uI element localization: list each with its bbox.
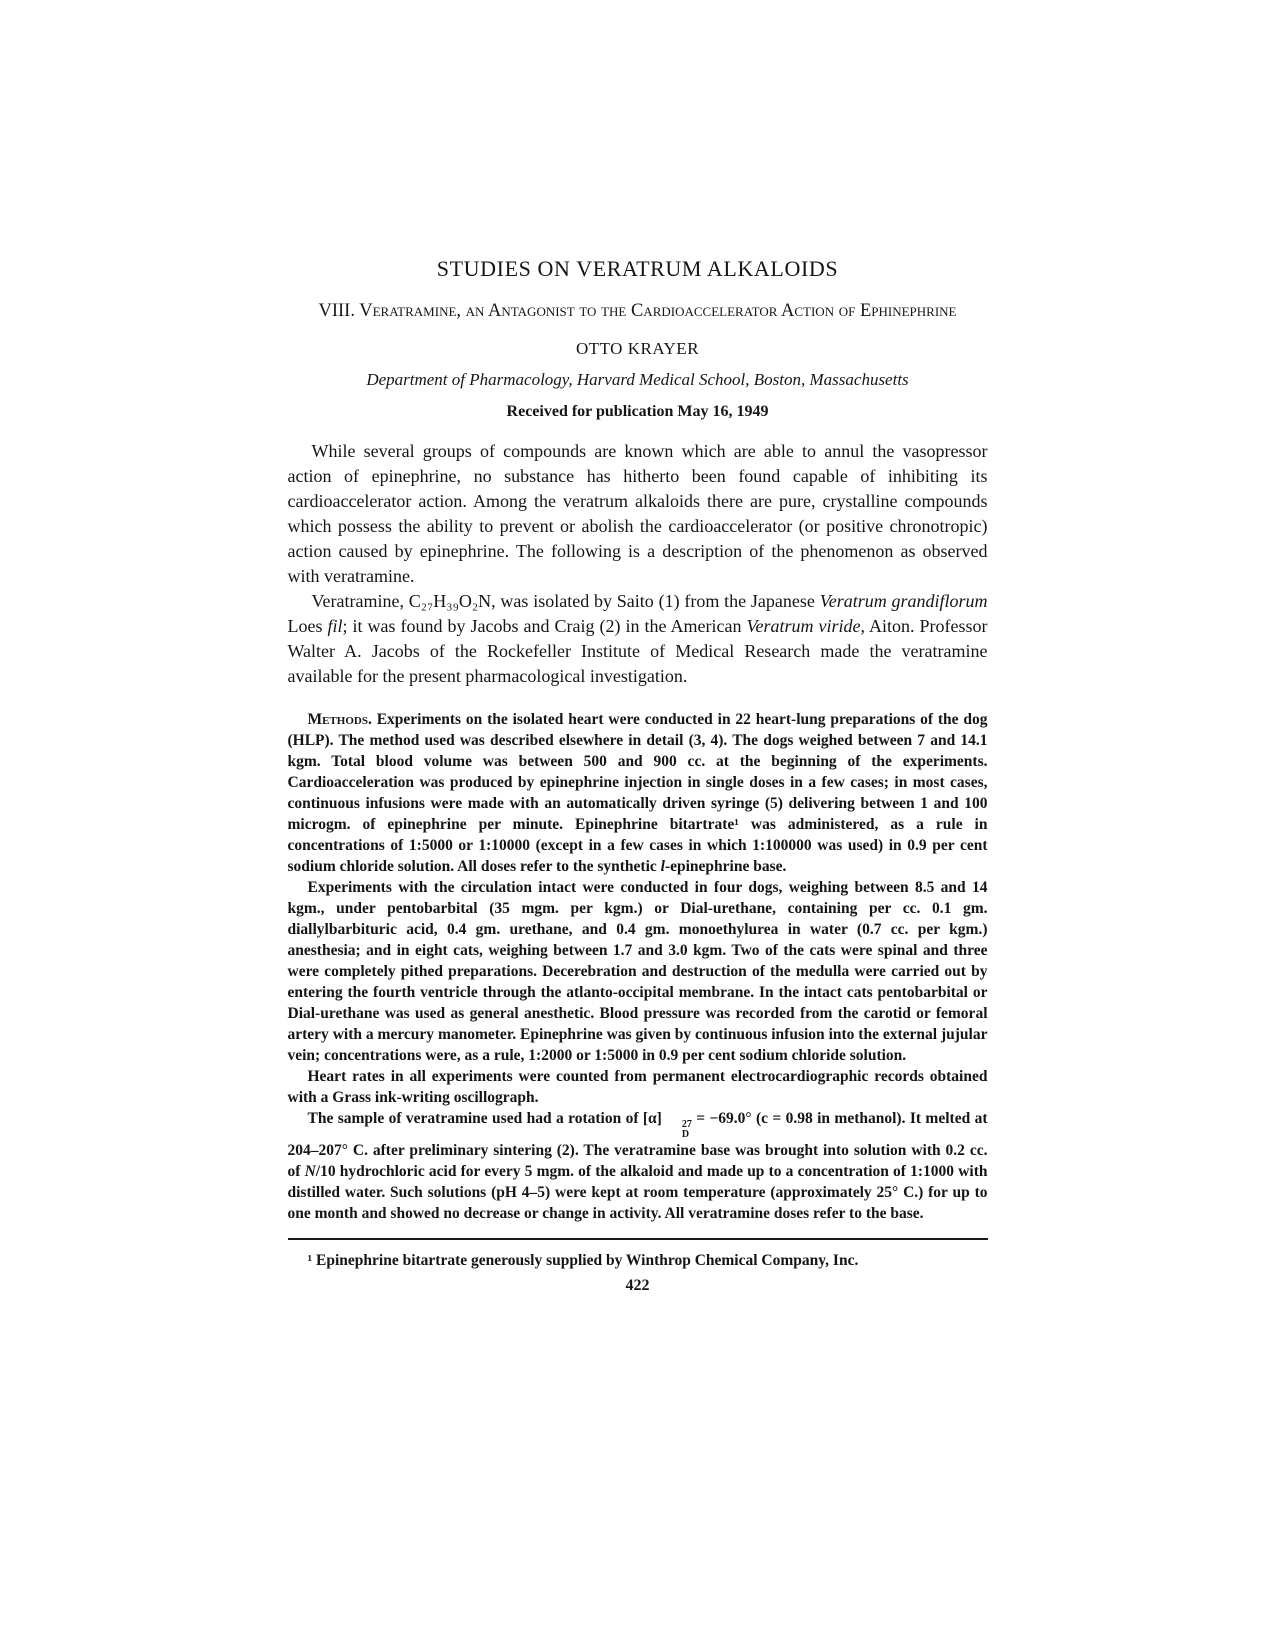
methods-paragraph-1 [288, 709, 988, 877]
veratramine-paragraph [288, 589, 988, 689]
optical-rotation-notation [662, 1120, 692, 1140]
methods-paragraph-3: Heart rates in all experiments were counted from permanent electrocardiographic records obtained with a Grass ink-writing oscillograph. [287, 1067, 988, 1106]
text-segment: -epinephrine base. [664, 857, 787, 875]
footnote-text: ¹ Epinephrine bitartrate generously supplied by Winthrop Chemical Company, Inc. [307, 1251, 859, 1269]
text-segment: = −69.0° (c = 0.98 in methanol). It melted at 204–207° C. after preliminary sintering (2). The veratramine base was brought into solution with 0.2 cc. of [287, 1109, 988, 1180]
normality-symbol: N [304, 1162, 316, 1180]
methods-paragraph-2: Experiments with the circulation intact were conducted in four dogs, weighing between 8.5 and 14 kgm., under pentobarbital (35 mgm. per kgm.) or Dial-urethane, containing per cc. 0.1 gm. diallylbarbituric acid, 0.4 gm. urethane, and 0.4 gm. monoethylurea in water (0.7 cc. per kgm.) anesthesia; and in eight cats, weighing between 1.7 and 3.0 kgm. Two of the cats were spinal and three were completely pithed preparations. Decerebration and destruction of the medulla were carried out by entering the fourth ventricle through the atlanto-occipital membrane. In the intact cats pentobarbital or Dial-urethane was used as general anesthetic. Blood pressure was recorded from the carotid or femoral artery with a mercury manometer. Epinephrine was given by continuous infusion into the external jujular vein; concentrations were, as a rule, 1:2000 or 1:5000 in 0.9 per cent sodium chloride solution. [287, 878, 988, 1064]
text-segment: Experiments on the isolated heart were conducted in 22 heart-lung preparations of the dog (HLP). The method used was described elsewhere in detail (3, 4). The dogs weighed between 7 and 14.1 kgm. Total blood volume was between 500 and 900 cc. at the beginning of the experiments. Cardioacceleration was produced by epinephrine injection in single doses in a few cases; in most cases, continuous infusions were made with an automatically driven syringe (5) delivering between 1 and 100 microgm. of epinephrine per minute. Epinephrine bitartrate¹ was administered, as a rule in concentrations of 1:5000 or 1:10000 (except in a few cases in which 1:100000 was used) in 0.9 per cent sodium chloride solution. All doses refer to the synthetic [287, 710, 988, 875]
intro-paragraph: While several groups of compounds are known which are able to annul the vasopressor action of epinephrine, no substance has hitherto been found capable of inhibiting its cardioaccelerator action. Among the veratrum alkaloids there are pure, crystalline compounds which possess the ability to prevent or abolish the cardioaccelerator (or positive chronotropic) action caused by epinephrine. The following is a description of the phenomenon as observed with veratramine. [287, 440, 988, 586]
journal-page [288, 0, 988, 1295]
methods-label: Methods. [307, 710, 372, 728]
levo-prefix: l [660, 857, 665, 875]
article-title: STUDIES ON VERATRUM ALKALOIDS [436, 256, 839, 281]
rotation-subscript: D [681, 1128, 690, 1140]
species-name-viride: Veratrum viride [746, 615, 861, 636]
species-name-grandiflorum: Veratrum grandiflorum [819, 590, 988, 611]
methods-section [288, 709, 988, 1224]
page-number: 422 [625, 1276, 650, 1294]
text-segment: , Aiton. Professor Walter A. Jacobs of the Rockefeller Institute of Medical Research made the veratramine available for the present pharmacological investigation. [287, 615, 988, 686]
text-segment: The sample of veratramine used had a rotation of [α] [307, 1109, 662, 1127]
text-segment: Loes [287, 615, 328, 636]
text-segment: ; it was found by Jacobs and Craig (2) in the American [342, 615, 747, 636]
article-subtitle: VIII. Veratramine, an Antagonist to the Cardioaccelerator Action of Ephinephrine [318, 301, 957, 321]
rotation-superscript: 27 [681, 1118, 692, 1130]
footnote-divider [288, 1238, 988, 1240]
text-segment: /10 hydrochloric acid for every 5 mgm. of the alkaloid and made up to a concentration of 1:1000 with distilled water. Such solutions (pH 4–5) were kept at room temperature (approximately 25° C.) for up to one month and showed no decrease or change in activity. All veratramine doses refer to the base. [287, 1162, 988, 1222]
received-note: Received for publication May 16, 1949 [506, 402, 769, 420]
author-name: OTTO KRAYER [575, 338, 700, 358]
text-segment: Veratramine, C₂₇H₃₉O₂N, was isolated by Saito (1) from the Japanese [311, 590, 820, 611]
author-affiliation: Department of Pharmacology, Harvard Medical School, Boston, Massachusetts [366, 369, 909, 389]
methods-paragraph-4 [288, 1108, 988, 1224]
species-authority: fil [327, 615, 343, 636]
